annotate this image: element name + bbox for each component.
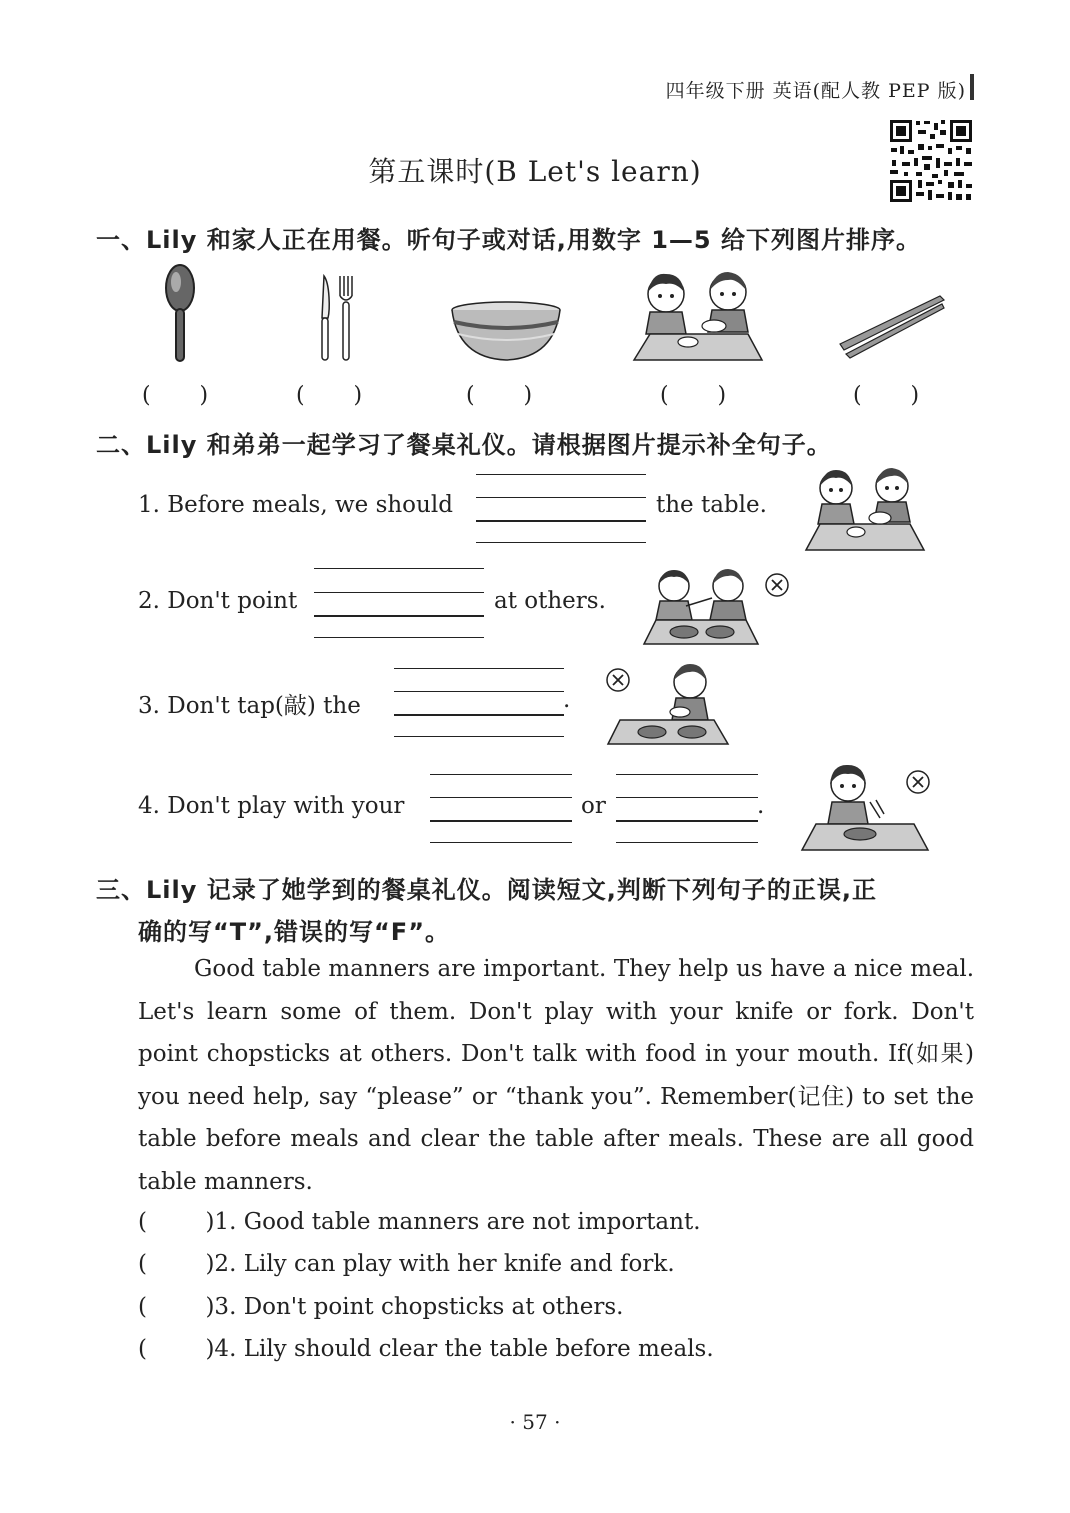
sentence-3-start: 3. Don't tap(敲) the (138, 693, 361, 719)
reading-passage (138, 948, 974, 1203)
children-pointing-chopsticks-icon (642, 566, 762, 646)
tf-statement-4[interactable]: ( )4. Lily should clear the table before meals. (138, 1336, 714, 1362)
section3-title-line1: 三、Lily 记录了她学到的餐桌礼仪。阅读短文,判断下列句子的正误,正 (96, 876, 877, 904)
writing-line (314, 637, 484, 639)
lesson-title: 第五课时(B Let's learn) (368, 155, 702, 188)
sentence-4-end: . (757, 793, 765, 819)
knife-fork-icon (314, 274, 358, 362)
spoon-icon (160, 264, 200, 364)
answer-bracket[interactable]: ( ) (853, 383, 920, 408)
answer-bracket[interactable]: ( ) (660, 383, 727, 408)
tf-statement-2[interactable]: ( )2. Lily can play with her knife and fork. (138, 1251, 675, 1277)
page-number: · 57 · (509, 1410, 561, 1434)
section3-title-line2: 确的写“T”,错误的写“F”。 (138, 918, 450, 946)
sentence-3-end: . (563, 687, 571, 713)
answer-blank-4a[interactable] (430, 798, 572, 822)
answer-blank-4b[interactable] (616, 798, 758, 822)
writing-line (616, 774, 758, 776)
bowl-icon (450, 300, 562, 364)
wrong-mark-icon (764, 572, 790, 598)
tf-statement-3[interactable]: ( )3. Don't point chopsticks at others. (138, 1294, 624, 1320)
writing-line (394, 736, 564, 738)
answer-bracket[interactable]: ( ) (296, 383, 363, 408)
writing-line (314, 568, 484, 570)
boy-tapping-bowl-icon (606, 660, 732, 746)
sentence-2-start: 2. Don't point (138, 588, 298, 614)
book-header: 四年级下册 英语(配人教 PEP 版) (665, 80, 966, 102)
writing-line (430, 774, 572, 776)
writing-line (394, 668, 564, 670)
tf-statement-1[interactable]: ( )1. Good table manners are not important. (138, 1209, 701, 1235)
section1-title: 一、Lily 和家人正在用餐。听句子或对话,用数字 1—5 给下列图片排序。 (96, 226, 921, 254)
writing-line (476, 497, 646, 499)
chopsticks-icon (836, 294, 946, 358)
sentence-2-end: at others. (494, 588, 606, 614)
writing-line (476, 542, 646, 544)
answer-bracket[interactable]: ( ) (466, 383, 533, 408)
answer-bracket[interactable]: ( ) (142, 383, 209, 408)
children-table-icon (632, 268, 764, 364)
section2-title: 二、Lily 和弟弟一起学习了餐桌礼仪。请根据图片提示补全句子。 (96, 431, 832, 459)
answer-blank-1[interactable] (476, 498, 646, 522)
wrong-mark-icon (904, 768, 932, 796)
writing-line (616, 842, 758, 844)
sentence-1-start: 1. Before meals, we should (138, 492, 453, 518)
passage-text: Good table manners are important. They help us have a nice meal. Let's learn some of them. Don't play with your knife or fork. Don't point chopsticks at others. Don't talk with food in your mouth. If(如果) you need help, say “please” or “thank you”. Remember(记住) to set the table before meals and clear the table after meals. These are all good table manners. (138, 956, 974, 1195)
sentence-1-end: the table. (656, 492, 767, 518)
writing-line (430, 842, 572, 844)
header-bar-mark (970, 74, 974, 100)
children-table-icon (804, 466, 926, 552)
answer-blank-2[interactable] (314, 593, 484, 617)
writing-line (476, 474, 646, 476)
sentence-4-start: 4. Don't play with your (138, 793, 405, 819)
answer-blank-3[interactable] (394, 692, 564, 716)
sentence-4-or: or (581, 793, 606, 819)
